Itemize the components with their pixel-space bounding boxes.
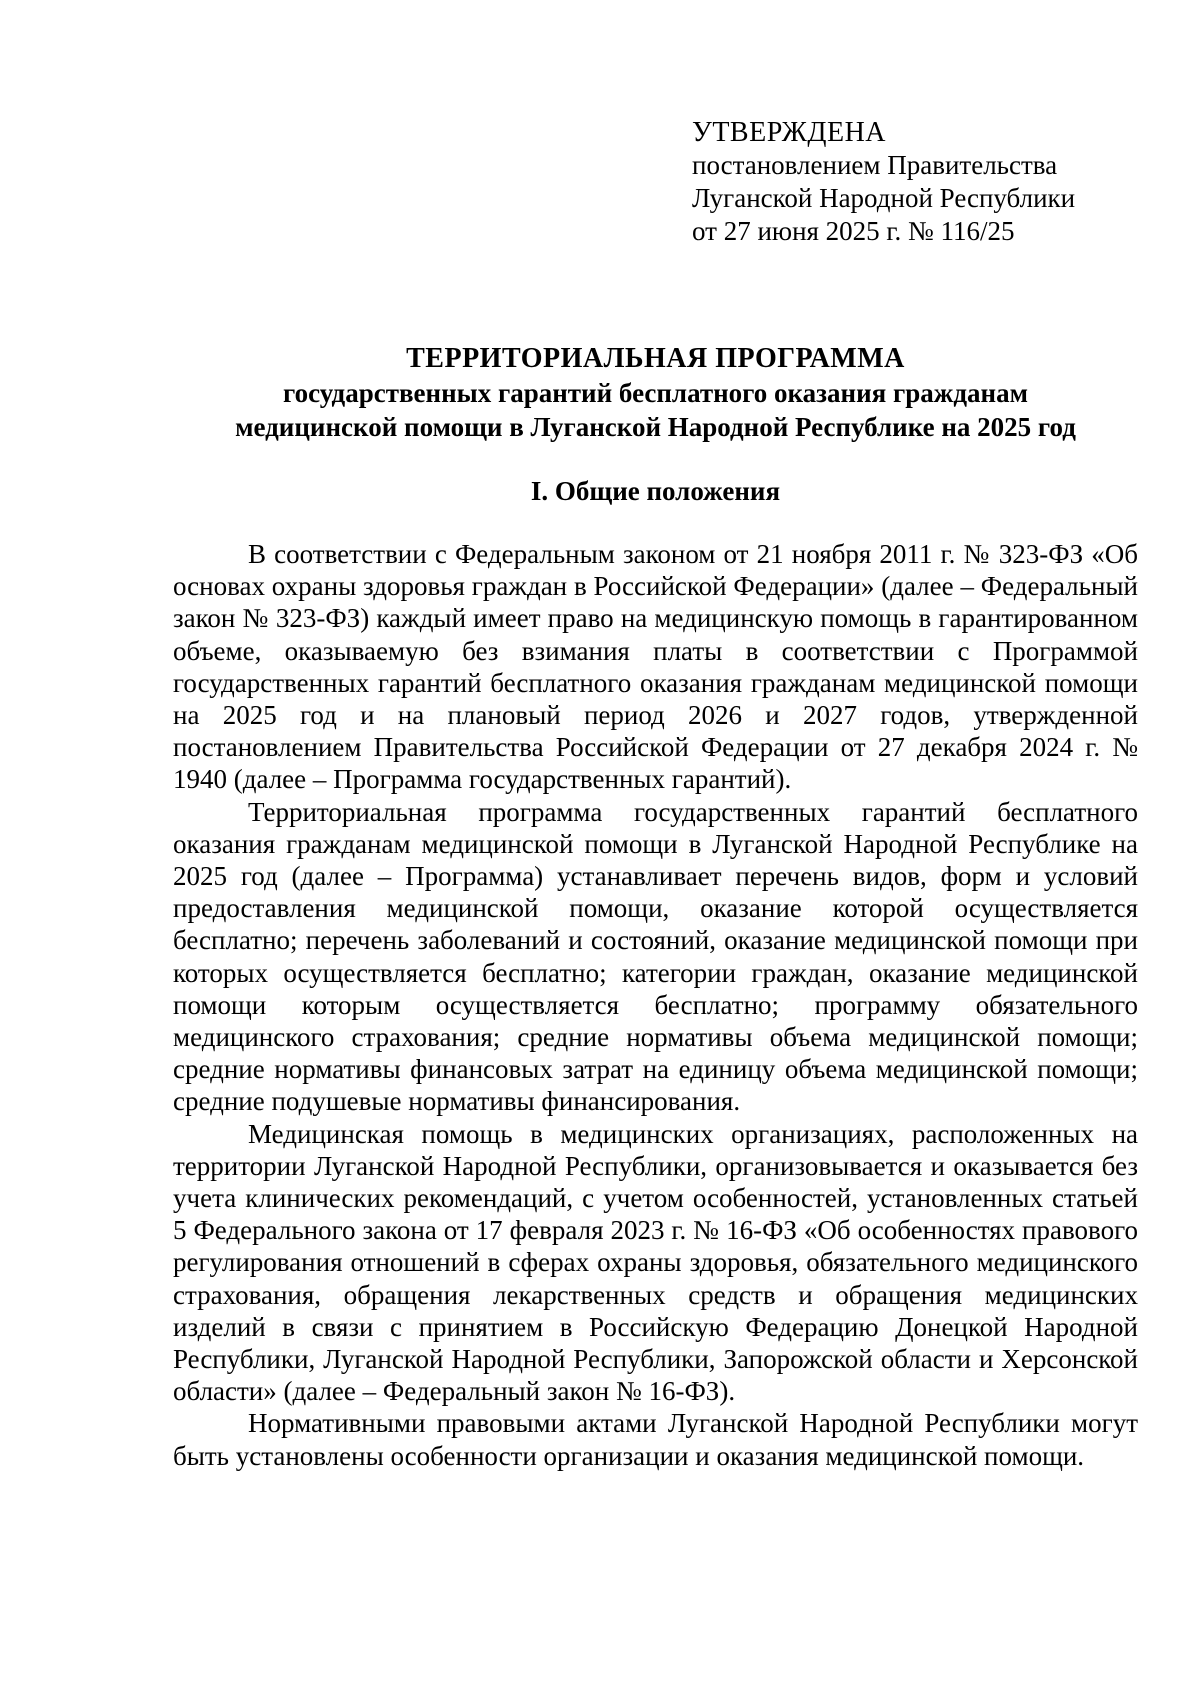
paragraph-1: В соответствии с Федеральным законом от 21 ноября 2011 г. № 323-ФЗ «Об основах охраны здоровья граждан в Российской Федерации» (далее – Федеральный закон № 323-ФЗ) каждый имеет право на медицинскую помощь в гарантированном объеме, оказываемую без взимания платы в соответствии с Программой государственных гарантий бесплатного оказания гражданам медицинской помощи на 2025 год и на плановый период 2026 и 2027 годов, утвержденной постановлением Правительства Российской Федерации от 27 декабря 2024 г. № 1940 (далее – Программа государственных гарантий). — [173, 539, 1138, 795]
paragraph-2: Территориальная программа государственных гарантий бесплатного оказания гражданам медицинской помощи в Луганской Народной Республике на 2025 год (далее – Программа) устанавливает перечень видов, форм и условий предоставления медицинской помощи, оказание которой осуществляется бесплатно; перечень заболеваний и состояний, оказание медицинской помощи при которых осуществляется бесплатно; категории граждан, оказание медицинской помощи которым осуществляется бесплатно; программу обязательного медицинского страхования; средние нормативы объема медицинской помощи; средние нормативы финансовых затрат на единицу объема медицинской помощи; средние подушевые нормативы финансирования. — [173, 796, 1138, 1117]
document-title — [173, 342, 1138, 444]
approval-stamp: УТВЕРЖДЕНА — [692, 117, 887, 148]
body-text — [173, 538, 1138, 1472]
approval-block — [692, 116, 1162, 248]
title-main: ТЕРРИТОРИАЛЬНАЯ ПРОГРАММА — [406, 343, 905, 374]
paragraph-4: Нормативными правовыми актами Луганской Народной Республики могут быть установлены особенности организации и оказания медицинской помощи. — [173, 1408, 1138, 1471]
approval-line-2: Луганской Народной Республики — [692, 183, 1076, 213]
title-line-2: государственных гарантий бесплатного оказания гражданам — [283, 378, 1028, 408]
approval-line-1: постановлением Правительства — [692, 150, 1058, 180]
paragraph-3: Медицинская помощь в медицинских организациях, расположенных на территории Луганской Народной Республики, организовывается и оказывается без учета клинических рекомендаций, с учетом особенностей, установленных статьей 5 Федерального закона от 17 февраля 2023 г. № 16-ФЗ «Об особенностях правового регулирования отношений в сферах охраны здоровья, обязательного медицинского страхования, обращения лекарственных средств и обращения медицинских изделий в связи с принятием в Российскую Федерацию Донецкой Народной Республики, Луганской Народной Республики, Запорожской области и Херсонской области» (далее – Федеральный закон № 16-ФЗ). — [173, 1118, 1138, 1407]
section-heading: I. Общие положения — [530, 476, 781, 506]
approval-line-3: от 27 июня 2025 г. № 116/25 — [692, 216, 1015, 246]
title-line-3: медицинской помощи в Луганской Народной Республике на 2025 год — [235, 412, 1076, 442]
